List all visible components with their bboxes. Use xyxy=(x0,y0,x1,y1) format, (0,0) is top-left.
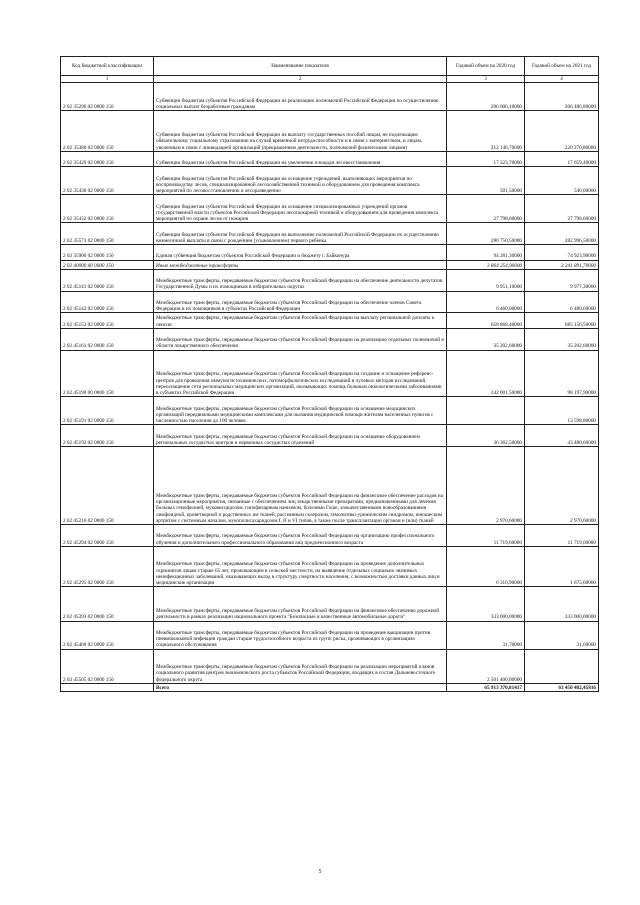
column-index: 2 xyxy=(154,76,447,83)
amount-2020-cell: 11 719,60000 xyxy=(447,525,525,547)
amount-2021-cell: 9 977,30000 xyxy=(525,269,599,291)
amount-2020-cell: 31,70000 xyxy=(447,621,525,649)
amount-2020-cell: 501,50000 xyxy=(447,167,525,195)
budget-code-cell: 2 02 35380 02 0000 150 xyxy=(61,111,154,152)
table-row xyxy=(61,350,599,397)
amount-2021-cell: 685 156,50000 xyxy=(525,313,599,329)
budget-code-cell: 2 02 45191 02 0000 150 xyxy=(61,397,154,425)
amount-2020-cell: 94 281,30000 xyxy=(447,245,525,261)
table-row xyxy=(61,525,599,547)
table-row xyxy=(61,649,599,683)
budget-code-cell: 2 02 45153 02 0000 150 xyxy=(61,313,154,329)
indicator-name-cell: Межбюджетные трансферты, передаваемые бюджетам субъектов Российской Федерации на проведение вакцинации против пневмококковой инфекции граждан старше трудоспособного возраста из групп риска, проживающих в организациях социального обслуживания xyxy=(154,621,447,649)
document-page xyxy=(60,56,598,692)
table-row xyxy=(61,260,599,269)
indicator-name-cell: Межбюджетные трансферты, передаваемые бюджетам субъектов Российской Федерации на реализацию отдельных полномочий в области лекарственного обеспечения xyxy=(154,328,447,350)
amount-2021-cell: 27 798,60000 xyxy=(525,195,599,223)
table-row xyxy=(61,223,599,245)
indicator-name-cell: Межбюджетные трансферты, передаваемые бюджетам субъектов Российской Федерации на обеспечение членов Совета Федерации и их помощников в субъектах Российской Федерации xyxy=(154,291,447,313)
indicator-name-cell: Субвенции бюджетам субъектов Российской Федерации на увеличение площади лесовосстановления xyxy=(154,151,447,167)
amount-2020-cell: 6 460,00000 xyxy=(447,291,525,313)
amount-2020-cell: 2 501 400,00000 xyxy=(447,649,525,683)
budget-code-cell: 2 02 45393 02 0000 150 xyxy=(61,587,154,621)
indicator-name-cell: Межбюджетные трансферты, передаваемые бюджетам субъектов Российской Федерации на выплату региональной доплаты к пенсии xyxy=(154,313,447,329)
column-index: 4 xyxy=(525,76,599,83)
table-row xyxy=(61,245,599,261)
table-row xyxy=(61,587,599,621)
amount-2021-cell: 3 241 891,70000 xyxy=(525,260,599,269)
budget-code-cell: 2 02 35573 02 0000 150 xyxy=(61,223,154,245)
table-row xyxy=(61,328,599,350)
amount-2020-cell: 27 798,60000 xyxy=(447,195,525,223)
amount-2020-cell xyxy=(447,397,525,425)
table-row xyxy=(61,83,599,111)
amount-2020-cell: 333 000,00000 xyxy=(447,587,525,621)
amount-2021-cell: 2 970,60000 xyxy=(525,447,599,525)
amount-2021-cell: 35 202,60000 xyxy=(525,328,599,350)
amount-2021-cell: 333 000,00000 xyxy=(525,587,599,621)
budget-code-cell: 2 02 35900 02 0000 150 xyxy=(61,245,154,261)
total-2020: 65 913 370,81417 xyxy=(447,683,525,691)
amount-2021-cell: 17 659,40000 xyxy=(525,151,599,167)
table-header-row xyxy=(61,57,599,76)
indicator-name-cell: Межбюджетные трансферты, передаваемые бюджетам субъектов Российской Федерации на финансовое обеспечение расходов на организационные мероприятия, связанные с обеспечением лиц лекарственными препаратами, предназначенными для лечения больных гемофилией, муковисцидозом, гипофизарным нанизмом, болезнью Гоше, злокачественными новообразованиями лимфоидной, кроветворной и родственных им тканей, рассеянным склерозом, гемолитико-уремическим синдромом, юношеским артритом с системным началом, мукополисахаридозом I, II и VI типов, а также после трансплантации органов и (или) тканей xyxy=(154,447,447,525)
amount-2020-cell: 3 864 254,90000 xyxy=(447,260,525,269)
amount-2020-cell: 17 323,70000 xyxy=(447,151,525,167)
header-code: Код бюджетной классификации xyxy=(61,57,154,76)
table-row xyxy=(61,195,599,223)
indicator-name-cell: Межбюджетные трансферты, передаваемые бюджетам субъектов Российской Федерации на финансовое обеспечение дорожной деятельности в рамках реализации национального проекта "Безопасные и качественные автомобильные дороги" xyxy=(154,587,447,621)
indicator-name-cell: Единая субвенция бюджетам субъектов Российской Федерации и бюджету г. Байконура xyxy=(154,245,447,261)
header-2020: Годовой объем на 2020 год xyxy=(447,57,525,76)
budget-code-cell: 2 02 45161 02 0000 150 xyxy=(61,328,154,350)
budget-code-cell: 2 02 45192 02 0000 150 xyxy=(61,425,154,447)
table-row xyxy=(61,621,599,649)
column-index-row xyxy=(61,76,599,83)
table-row xyxy=(61,425,599,447)
indicator-name-cell: Иные межбюджетные трансферты xyxy=(154,260,447,269)
amount-2021-cell: 1 675,60000 xyxy=(525,546,599,587)
budget-code-cell: 2 02 45505 02 0000 150 xyxy=(61,649,154,683)
amount-2020-cell: 9 951,10000 xyxy=(447,269,525,291)
indicator-name-cell: Межбюджетные трансферты, передаваемые бюджетам субъектов Российской Федерации на организацию профессионального обучения и дополнительного профессионального образования лиц предпенсионного возраста xyxy=(154,525,447,547)
amount-2020-cell: 658 868,40000 xyxy=(447,313,525,329)
table-row xyxy=(61,447,599,525)
header-name: Наименование показателя xyxy=(154,57,447,76)
indicator-name-cell: Субвенции бюджетам субъектов Российской Федерации на выплату государственных пособий лицам, не подлежащим обязательному социальному страхованию на случай временной нетрудоспособности и в связи с материнством, и лицам, уволенным в связи с ликвидацией организаций (прекращением деятельности, полномочий физическими лицами) xyxy=(154,111,447,152)
amount-2020-cell: 212 146,70000 xyxy=(447,111,525,152)
indicator-name-cell: Межбюджетные трансферты, передаваемые бюджетам субъектов Российской Федерации на обеспечение деятельности депутатов Государственной Думы и их помощников в избирательных округах xyxy=(154,269,447,291)
total-row xyxy=(61,683,599,691)
budget-code-cell: 2 02 45142 02 0000 150 xyxy=(61,291,154,313)
amount-2021-cell: 98 197,90000 xyxy=(525,350,599,397)
indicator-name-cell: Субвенции бюджетам субъектов Российской Федерации на выполнение полномочий Российской Федерации по осуществлению ежемесячной выплаты в связи с рождением (усыновлением) первого ребенка xyxy=(154,223,447,245)
budget-code-cell: 2 02 45216 02 0000 150 xyxy=(61,447,154,525)
table-row xyxy=(61,167,599,195)
amount-2020-cell: 242 001,50000 xyxy=(447,350,525,397)
budget-code-cell: 2 02 35430 02 0000 150 xyxy=(61,167,154,195)
amount-2020-cell: 6 316,90000 xyxy=(447,546,525,587)
amount-2020-cell: 35 202,60000 xyxy=(447,328,525,350)
total-2021: 63 450 482,45816 xyxy=(525,683,599,691)
indicator-name-cell: Межбюджетные трансферты, передаваемые бюджетам субъектов Российской Федерации на оснащение медицинских организаций передвижными медицинскими комплексами для оказания медицинской помощи жителям населенных пунктов с численностью населения до 100 человек xyxy=(154,397,447,425)
table-row xyxy=(61,111,599,152)
budget-code-cell: 2 02 45294 02 0000 150 xyxy=(61,525,154,547)
budget-code-cell: 2 02 45141 02 0000 150 xyxy=(61,269,154,291)
amount-2021-cell: 11 719,60000 xyxy=(525,525,599,547)
amount-2020-cell: 2 970,60000 xyxy=(447,447,525,525)
header-2021: Годовой объем на 2021 год xyxy=(525,57,599,76)
indicator-name-cell: Субвенции бюджетам субъектов Российской Федерации на оснащение специализированных учреждений органов государственной власти субъектов Российской Федерации лесопожарной техникой и оборудованием для проведения комплекса мероприятий по охране лесов от пожаров xyxy=(154,195,447,223)
column-index: 3 xyxy=(447,76,525,83)
amount-2021-cell: 220 270,80000 xyxy=(525,111,599,152)
indicator-name-cell: Межбюджетные трансферты, передаваемые бюджетам субъектов Российской Федерации на реализацию мероприятий планов социального развития центров экономического роста субъектов Российской Федерации, входящих в состав Дальневосточного федерального округа xyxy=(154,649,447,683)
amount-2021-cell: 206 486,80000 xyxy=(525,83,599,111)
amount-2021-cell: 13 598,80000 xyxy=(525,397,599,425)
amount-2020-cell: 280 750,50000 xyxy=(447,223,525,245)
amount-2020-cell: 206 006,10000 xyxy=(447,83,525,111)
amount-2020-cell: 36 362,50000 xyxy=(447,425,525,447)
table-row xyxy=(61,313,599,329)
indicator-name-cell: Субвенции бюджетам субъектов Российской Федерации на оснащение учреждений, выполняющих мероприятия по воспроизводству лесов, специализированной лесохозяйственной техникой и оборудованием для проведения комплекса мероприятий по лесовосстановлению и лесоразведению xyxy=(154,167,447,195)
indicator-name-cell: Межбюджетные трансферты, передаваемые бюджетам субъектов Российской Федерации на проведение дополнительных скринингов лицам старше 65 лет, проживающим в сельской местности, на выявление отдельных социально значимых неинфекционных заболеваний, оказывающих вклад в структуру смертности населения, с возможностью доставки данных лиц в медицинские организации xyxy=(154,546,447,587)
amount-2021-cell: 31,60000 xyxy=(525,621,599,649)
indicator-name-cell: Субвенции бюджетам субъектов Российской Федерации на реализацию полномочий Российской Федерации по осуществлению социальных выплат безработным гражданам xyxy=(154,83,447,111)
page-number: 5 xyxy=(318,869,322,875)
amount-2021-cell: 43 480,60000 xyxy=(525,425,599,447)
budget-code-cell: 2 02 45190 00 0000 150 xyxy=(61,350,154,397)
table-row xyxy=(61,151,599,167)
column-index: 1 xyxy=(61,76,154,83)
amount-2021-cell: 74 923,90000 xyxy=(525,245,599,261)
indicator-name-cell: Межбюджетные трансферты, передаваемые бюджетам субъектов Российской Федерации на оснащение оборудованием региональных сосудистых центров и первичных сосудистых отделений xyxy=(154,425,447,447)
amount-2021-cell: 540,00000 xyxy=(525,167,599,195)
budget-code-cell: 2 02 35429 02 0000 150 xyxy=(61,151,154,167)
budget-code-cell: 2 02 45295 02 0000 150 xyxy=(61,546,154,587)
table-row xyxy=(61,397,599,425)
indicator-name-cell: Межбюджетные трансферты, передаваемые бюджетам субъектов Российской Федерации на создание и оснащение референс-центров для проведения иммуногистохимических, патоморфологических исследований и лучевых методов исследований, переоснащение сети региональных медицинских организаций, оказывающих помощь больным онкологическими заболеваниями в субъектах Российской Федерации xyxy=(154,350,447,397)
total-empty-cell xyxy=(61,683,154,691)
amount-2021-cell: 282 996,50000 xyxy=(525,223,599,245)
budget-code-cell: 2 02 40000 00 0000 150 xyxy=(61,260,154,269)
total-label: Всего xyxy=(154,683,447,691)
budget-code-cell: 2 02 35432 02 0000 150 xyxy=(61,195,154,223)
table-row xyxy=(61,546,599,587)
budget-code-cell: 2 02 45468 02 0000 150 xyxy=(61,621,154,649)
budget-code-cell: 2 02 35290 02 0000 150 xyxy=(61,83,154,111)
amount-2021-cell xyxy=(525,649,599,683)
table-row xyxy=(61,269,599,291)
budget-table xyxy=(60,56,599,692)
amount-2021-cell: 6 480,60000 xyxy=(525,291,599,313)
table-row xyxy=(61,291,599,313)
